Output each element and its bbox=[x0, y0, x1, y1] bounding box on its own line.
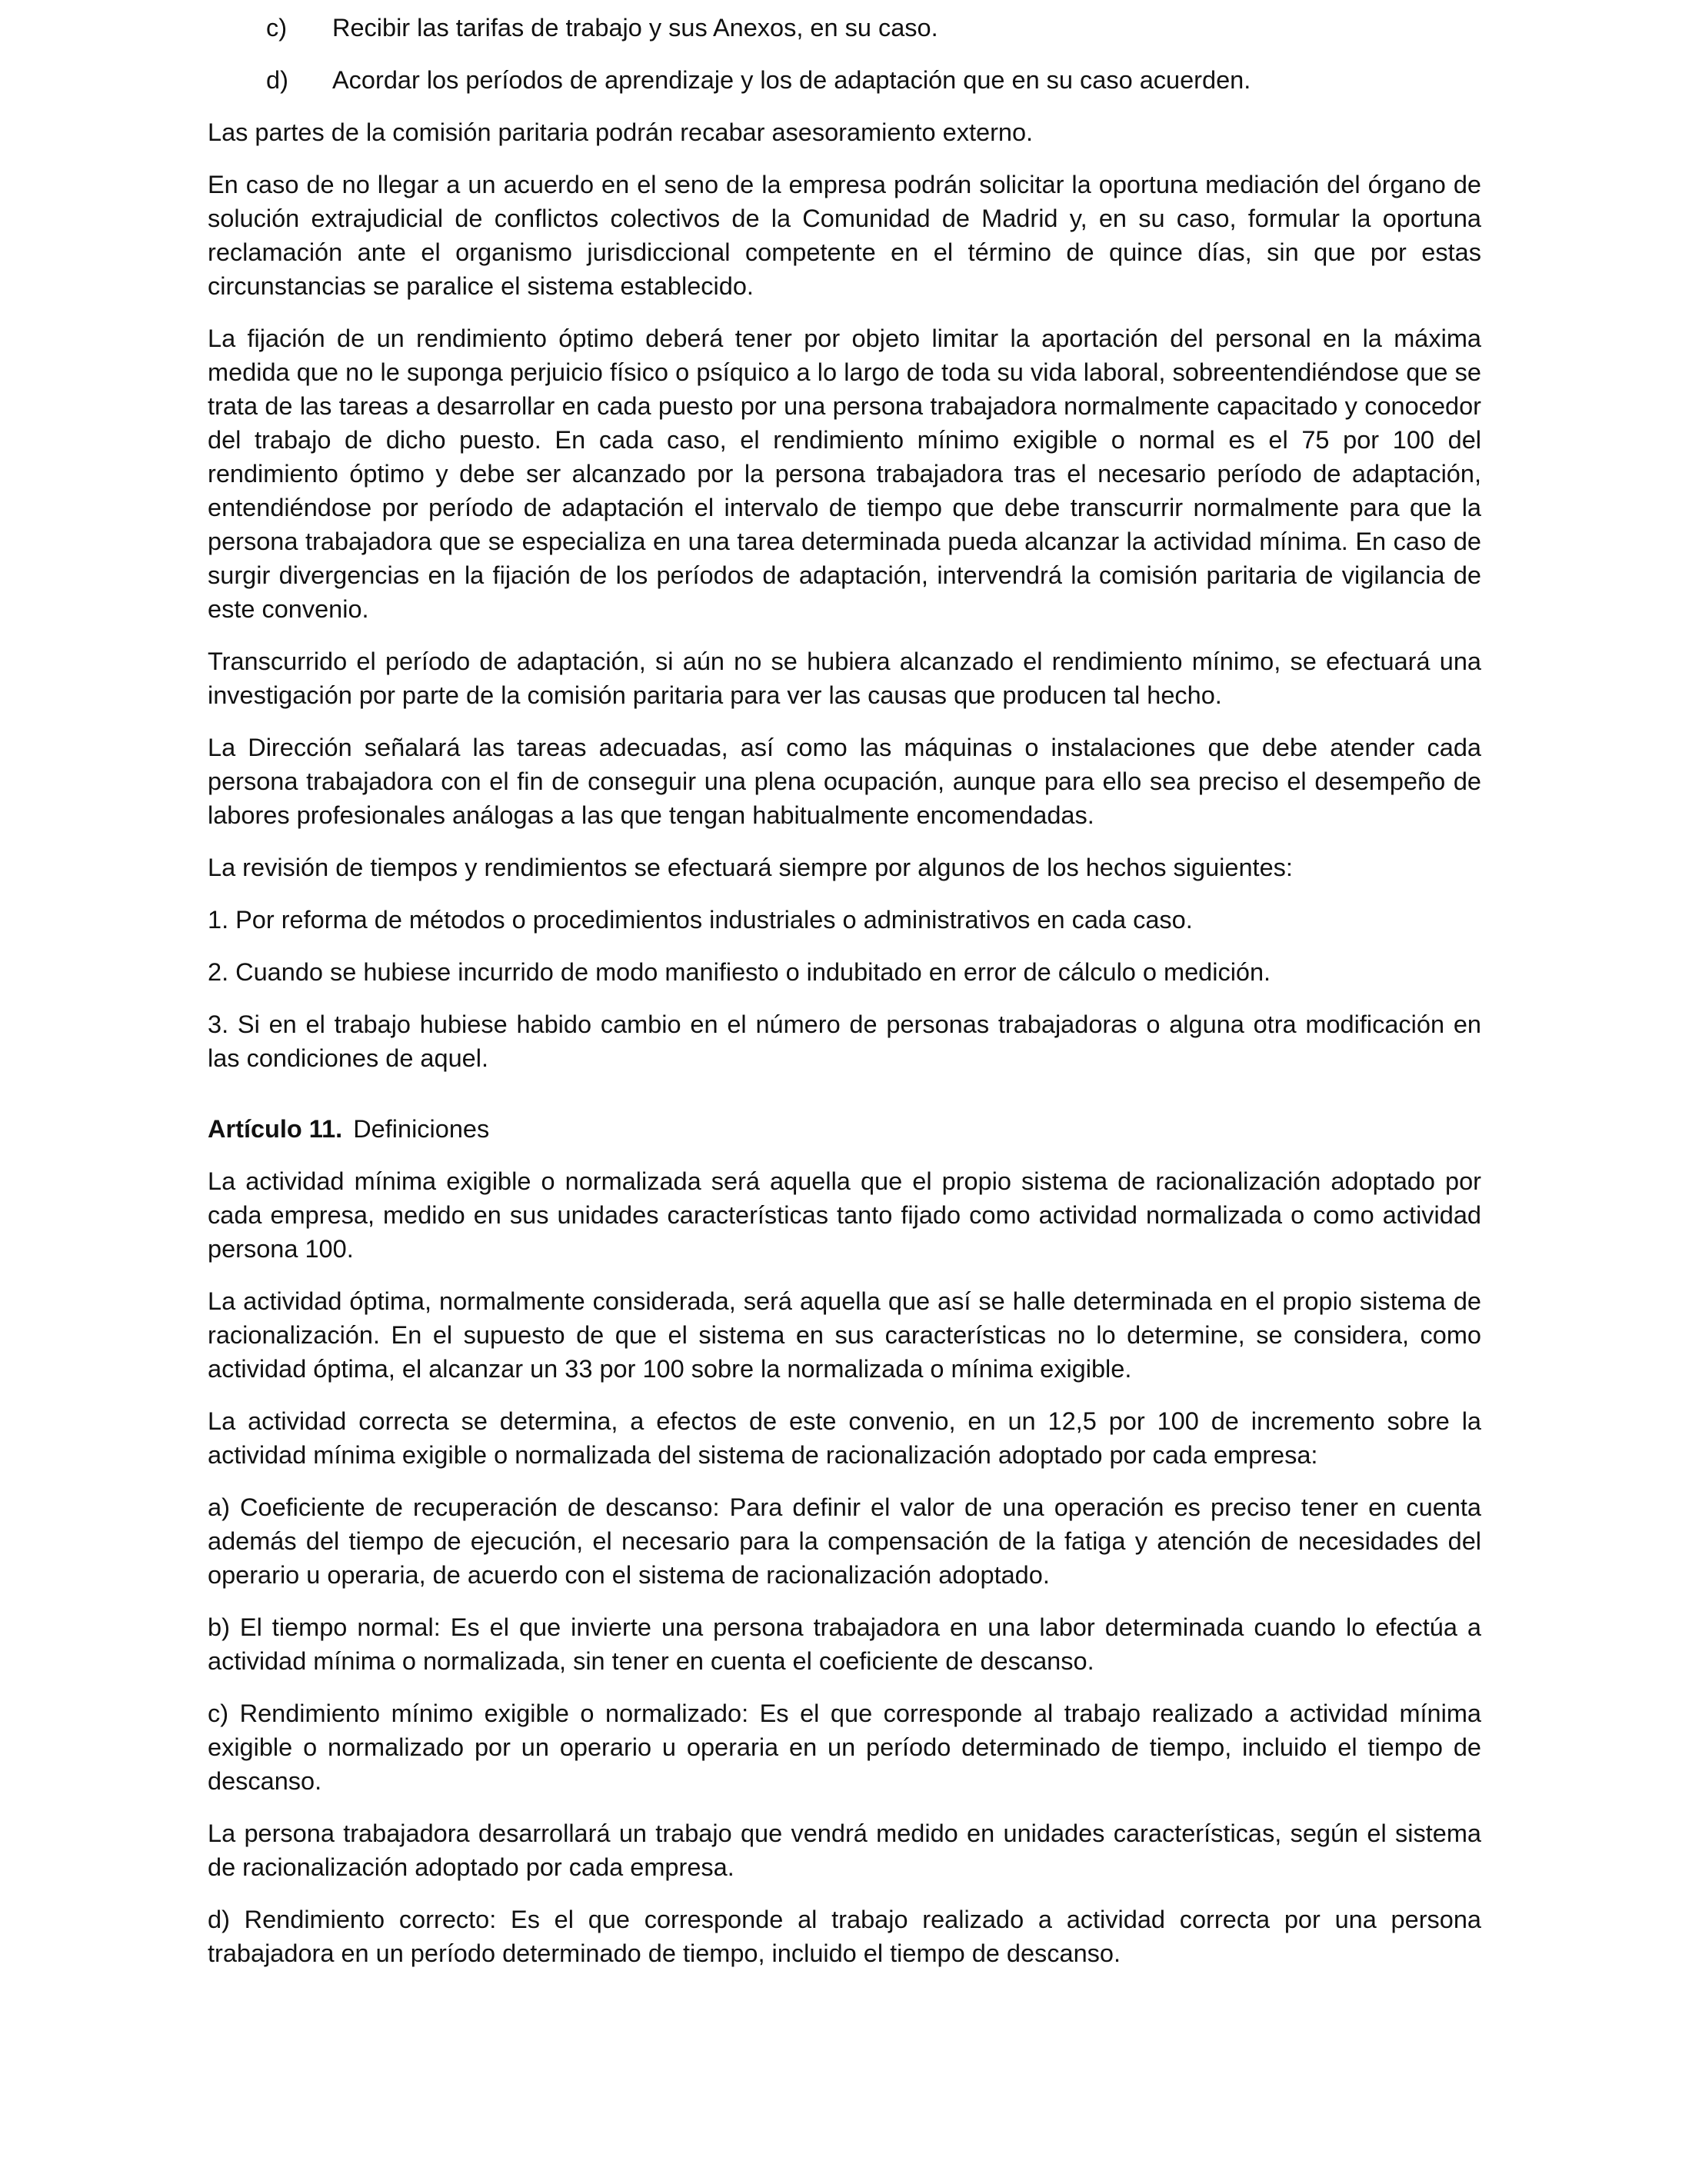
paragraph: La actividad mínima exigible o normalizada será aquella que el propio sistema de racionalización adoptado por cada empresa, medido en sus unidades características tanto fijado como actividad normalizada o como actividad persona 100. bbox=[208, 1167, 1481, 1263]
list-item bbox=[208, 63, 1481, 97]
paragraph: En caso de no llegar a un acuerdo en el seno de la empresa podrán solicitar la oportuna mediación del órgano de solución extrajudicial de conflictos colectivos de la Comunidad de Madrid y, en su caso, formular la oportuna reclamación ante el organismo jurisdiccional competente en el término de quince días, sin que por estas circunstancias se paralice el sistema establecido. bbox=[208, 171, 1481, 300]
definition-item: a) Coeficiente de recuperación de descanso: Para definir el valor de una operación es preciso tener en cuenta además del tiempo de ejecución, el necesario para la compensación de la fatiga y atención de necesidades del operario u operaria, de acuerdo con el sistema de racionalización adoptado. bbox=[208, 1493, 1481, 1589]
definition-item: c) Rendimiento mínimo exigible o normalizado: Es el que corresponde al trabajo realizado a actividad mínima exigible o normalizado por un operario u operaria en un período determinado de tiempo, incluido el tiempo de descanso. bbox=[208, 1700, 1481, 1795]
numbered-item: 3. Si en el trabajo hubiese habido cambio en el número de personas trabajadoras o alguna otra modificación en las condiciones de aquel. bbox=[208, 1010, 1481, 1072]
definition-item: d) Rendimiento correcto: Es el que corresponde al trabajo realizado a actividad correcta por una persona trabajadora en un período determinado de tiempo, incluido el tiempo de descanso. bbox=[208, 1906, 1481, 1967]
list-item-label: c) bbox=[266, 14, 288, 42]
numbered-item: 2. Cuando se hubiese incurrido de modo manifiesto o indubitado en error de cálculo o medición. bbox=[208, 958, 1271, 986]
paragraph: La actividad óptima, normalmente considerada, será aquella que así se halle determinada en el propio sistema de racionalización. En el supuesto de que el sistema en sus características no lo determine, se considera, como actividad óptima, el alcanzar un 33 por 100 sobre la normalizada o mínima exigible. bbox=[208, 1287, 1481, 1383]
paragraph: Las partes de la comisión paritaria podrán recabar asesoramiento externo. bbox=[208, 118, 1034, 146]
paragraph: Transcurrido el período de adaptación, si aún no se hubiera alcanzado el rendimiento mínimo, se efectuará una investigación por parte de la comisión paritaria para ver las causas que producen tal hecho. bbox=[208, 648, 1481, 709]
list-item bbox=[208, 11, 1481, 45]
article-title: Definiciones bbox=[353, 1115, 490, 1143]
document-page bbox=[208, 11, 1481, 1970]
paragraph: La revisión de tiempos y rendimientos se efectuará siempre por algunos de los hechos siguientes: bbox=[208, 854, 1293, 881]
list-item-label: d) bbox=[266, 66, 288, 94]
article-number: Artículo 11. bbox=[208, 1115, 343, 1143]
paragraph: La Dirección señalará las tareas adecuadas, así como las máquinas o instalaciones que debe atender cada persona trabajadora con el fin de conseguir una plena ocupación, aunque para ello sea preciso el desempeño de labores profesionales análogas a las que tengan habitualmente encomendadas. bbox=[208, 734, 1481, 829]
numbered-item: 1. Por reforma de métodos o procedimientos industriales o administrativos en cada caso. bbox=[208, 906, 1193, 934]
list-item-text: Acordar los períodos de aprendizaje y los de adaptación que en su caso acuerden. bbox=[332, 66, 1251, 94]
paragraph: La fijación de un rendimiento óptimo deberá tener por objeto limitar la aportación del personal en la máxima medida que no le suponga perjuicio físico o psíquico a lo largo de toda su vida laboral, sobreentendiéndose que se trata de las tareas a desarrollar en cada puesto por una persona trabajadora normalmente capacitado y conocedor del trabajo de dicho puesto. En cada caso, el rendimiento mínimo exigible o normal es el 75 por 100 del rendimiento óptimo y debe ser alcanzado por la persona trabajadora tras el necesario período de adaptación, entendiéndose por período de adaptación el intervalo de tiempo que debe transcurrir normalmente para que la persona trabajadora que se especializa en una tarea determinada pueda alcanzar la actividad mínima. En caso de surgir divergencias en la fijación de los períodos de adaptación, intervendrá la comisión paritaria de vigilancia de este convenio. bbox=[208, 325, 1481, 623]
paragraph: La persona trabajadora desarrollará un trabajo que vendrá medido en unidades características, según el sistema de racionalización adoptado por cada empresa. bbox=[208, 1819, 1481, 1881]
article-heading bbox=[208, 1112, 1481, 1146]
list-item-text: Recibir las tarifas de trabajo y sus Anexos, en su caso. bbox=[332, 14, 938, 42]
paragraph: La actividad correcta se determina, a efectos de este convenio, en un 12,5 por 100 de incremento sobre la actividad mínima exigible o normalizada del sistema de racionalización adoptado por cada empresa: bbox=[208, 1407, 1481, 1469]
definition-item: b) El tiempo normal: Es el que invierte una persona trabajadora en una labor determinada cuando lo efectúa a actividad mínima o normalizada, sin tener en cuenta el coeficiente de descanso. bbox=[208, 1613, 1481, 1675]
